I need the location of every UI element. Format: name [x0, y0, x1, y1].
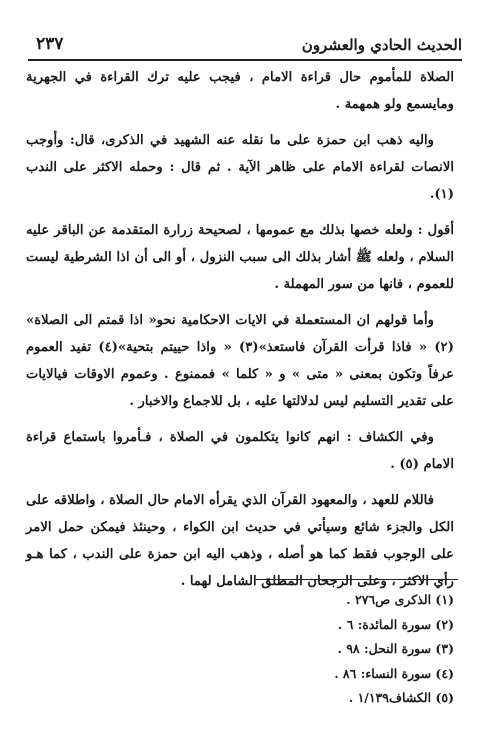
- header-rule: [28, 59, 462, 61]
- footnote: (٣) سورة النحل: ٩٨ .: [337, 641, 454, 656]
- main-text: [26, 64, 454, 604]
- footnote: (٤) سورة النساء: ٨٦ .: [334, 665, 454, 681]
- paragraph: الصلاة للمأموم حال قراءة الامام ، فيجب عليه ترك القراءة في الجهرية ومايسمع ولو همهمة .: [26, 70, 454, 112]
- running-title: الحديث الحادي والعشرون: [301, 36, 462, 54]
- paragraph: واليه ذهب ابن حمزة على ما نقله عنه الشهيد في الذكرى، قال: وأوجب الانصات لقراءة الامام على ظاهر الآية . ثم قال : وحمله الاكثر على الندب (١).: [26, 133, 454, 202]
- paragraph: أقول : ولعله خصها بذلك مع عمومها ، لصحيحة زرارة المتقدمة عن الباقر عليه السلام ، ولعله ﷺ أشار بذلك الى سبب النزول ، أو الى أن اذا الشرطية ليست للعموم ، فانها من سور المهملة .: [26, 223, 454, 292]
- footnote: (٢) سورة المائدة: ٦ .: [337, 616, 454, 632]
- footnote-rule: [256, 579, 458, 580]
- paragraph: وفي الكشاف : انهم كانوا يتكلمون في الصلاة ، فـأمروا باستماع قراءة الامام (٥) .: [26, 430, 454, 472]
- footnote: (١) الذكرى ص٢٧٦ .: [346, 592, 454, 607]
- page-number: ٢٣٧: [36, 34, 64, 54]
- paragraph: وأما قولهم ان المستعملة في الايات الاحكامية نحو« اذا قمتم الى الصلاة» (٢) « فاذا قرأت القرآن فاستعذ»(٣) « واذا حييتم بتحية»(٤) تفيد العموم عرفاً وتكون بمعنى « متى » و « كلما » فممنوع . وعموم الاوقات فيالايات على تقدير التسليم ليس لدلالتها عليه ، بل للاجماع والاخبار .: [26, 313, 454, 409]
- page-header: [36, 26, 462, 54]
- paragraph: فاللام للعهد ، والمعهود القرآن الذي يقرأه الامام حال الصلاة ، واطلاقه على الكل والجزء شائع وسيأتي في حديث ابن الكواء ، وحينئذ فيمكن حمل الامر على الوجوب فقط كما هو أصله ، وذهب اليه ابن حمزة على الندب ، كما هـو رأي الاكثر ، وعلى الرجحان المطلق الشامل لهما .: [26, 493, 454, 589]
- footnotes-list: [234, 588, 454, 711]
- footnote: (٥) الكشاف١/١٣٩ .: [348, 690, 454, 705]
